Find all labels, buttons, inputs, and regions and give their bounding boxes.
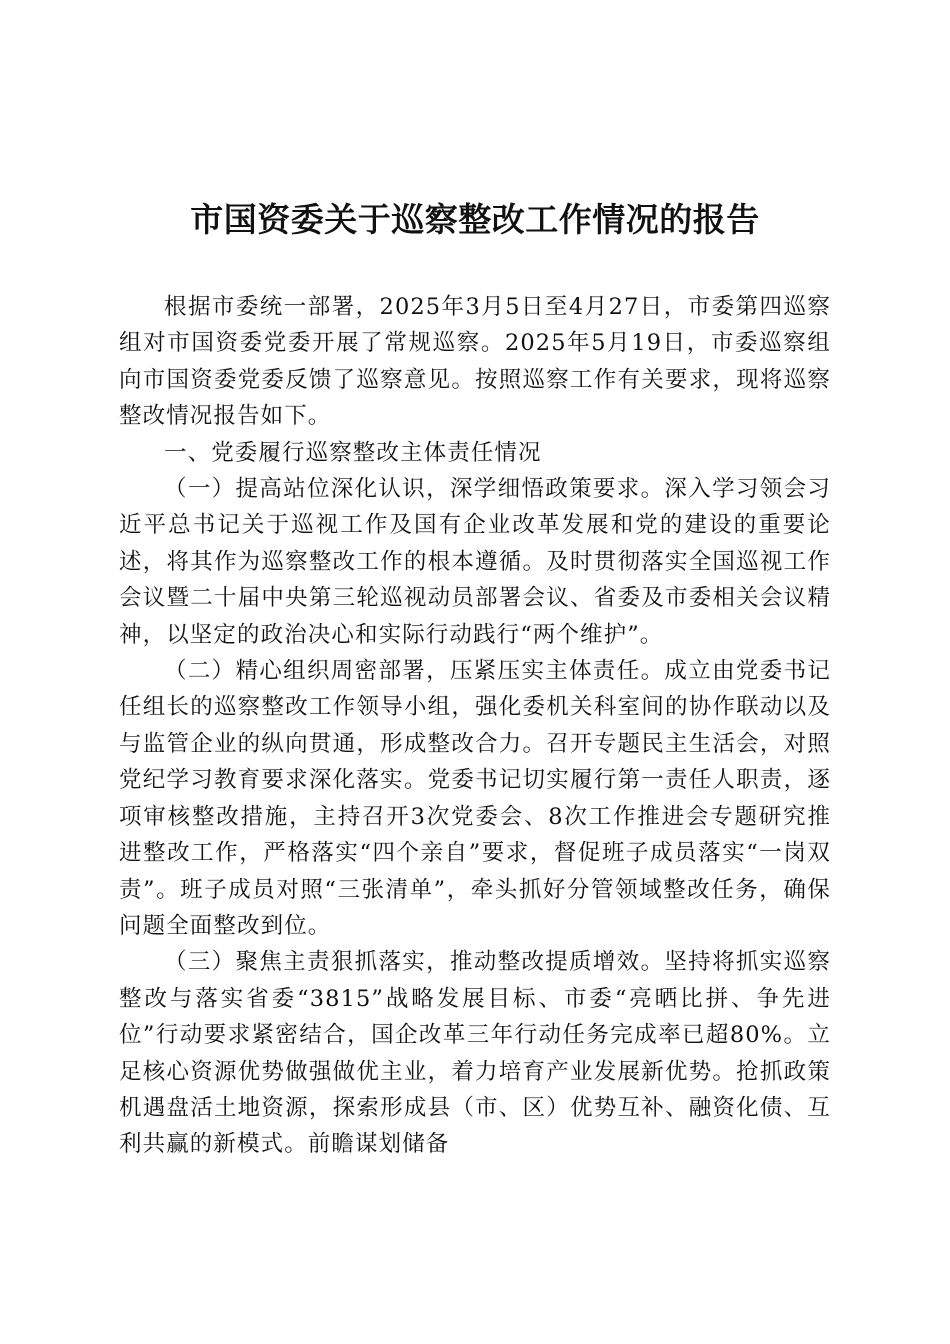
item-text: 成立由党委书记任组长的巡察整改工作领导小组，强化委机关科室间的协作联动以及与监管企业的纵向贯通，形成整改合力。召开专题民主生活会，对照党纪学习教育要求深化落实。党委书记切实履行第一责任人职责，逐项审核整改措施，主持召开3次党委会、8次工作推进会专题研究推进整改工作，严格落实“四个亲自”要求，督促班子成员落实“一岗双责”。班子成员对照“三张清单”，牵头抓好分管领域整改任务，确保问题全面整改到位。: [119, 658, 831, 939]
intro-paragraph: 根据市委统一部署，2025年3月5日至4月27日，市委第四巡察组对市国资委党委开展了常规巡察。2025年5月19日，市委巡察组向市国资委党委反馈了巡察意见。按照巡察工作有关要求，现将巡察整改情况报告如下。: [119, 294, 831, 430]
item-text: 坚持将抓实巡察整改与落实省委“3815”战略发展目标、市委“亮晒比拼、争先进位”行动要求紧密结合，国企改革三年行动任务完成率已超80%。立足核心资源优势做强做优主业，着力培育产业发展新优势。抢抓政策机遇盘活土地资源，探索形成县（市、区）优势互补、融资化债、互利共赢的新模式。前瞻谋划储备: [119, 949, 831, 1158]
document-body: [119, 289, 831, 1163]
item-lead: （二）精心组织周密部署，压紧压实主体责任。: [164, 658, 665, 685]
item-lead: （三）聚焦主责狠抓落实，推动整改提质增效。: [164, 949, 665, 976]
document-title: 市国资委关于巡察整改工作情况的报告: [190, 200, 760, 239]
paragraph-item-3: [119, 944, 831, 1162]
item-lead: （一）提高站位深化认识，深学细悟政策要求。: [164, 476, 665, 503]
paragraph-item-1: [119, 471, 831, 653]
section-heading: 一、党委履行巡察整改主体责任情况: [164, 439, 542, 466]
item-text: 深入学习领会习近平总书记关于巡视工作及国有企业改革发展和党的建设的重要论述，将其作为巡察整改工作的根本遵循。及时贯彻落实全国巡视工作会议暨二十届中央第三轮巡视动员部署会议、省委及市委相关会议精神，以坚定的政治决心和实际行动践行“两个维护”。: [119, 476, 831, 648]
paragraph-item-2: [119, 653, 831, 944]
